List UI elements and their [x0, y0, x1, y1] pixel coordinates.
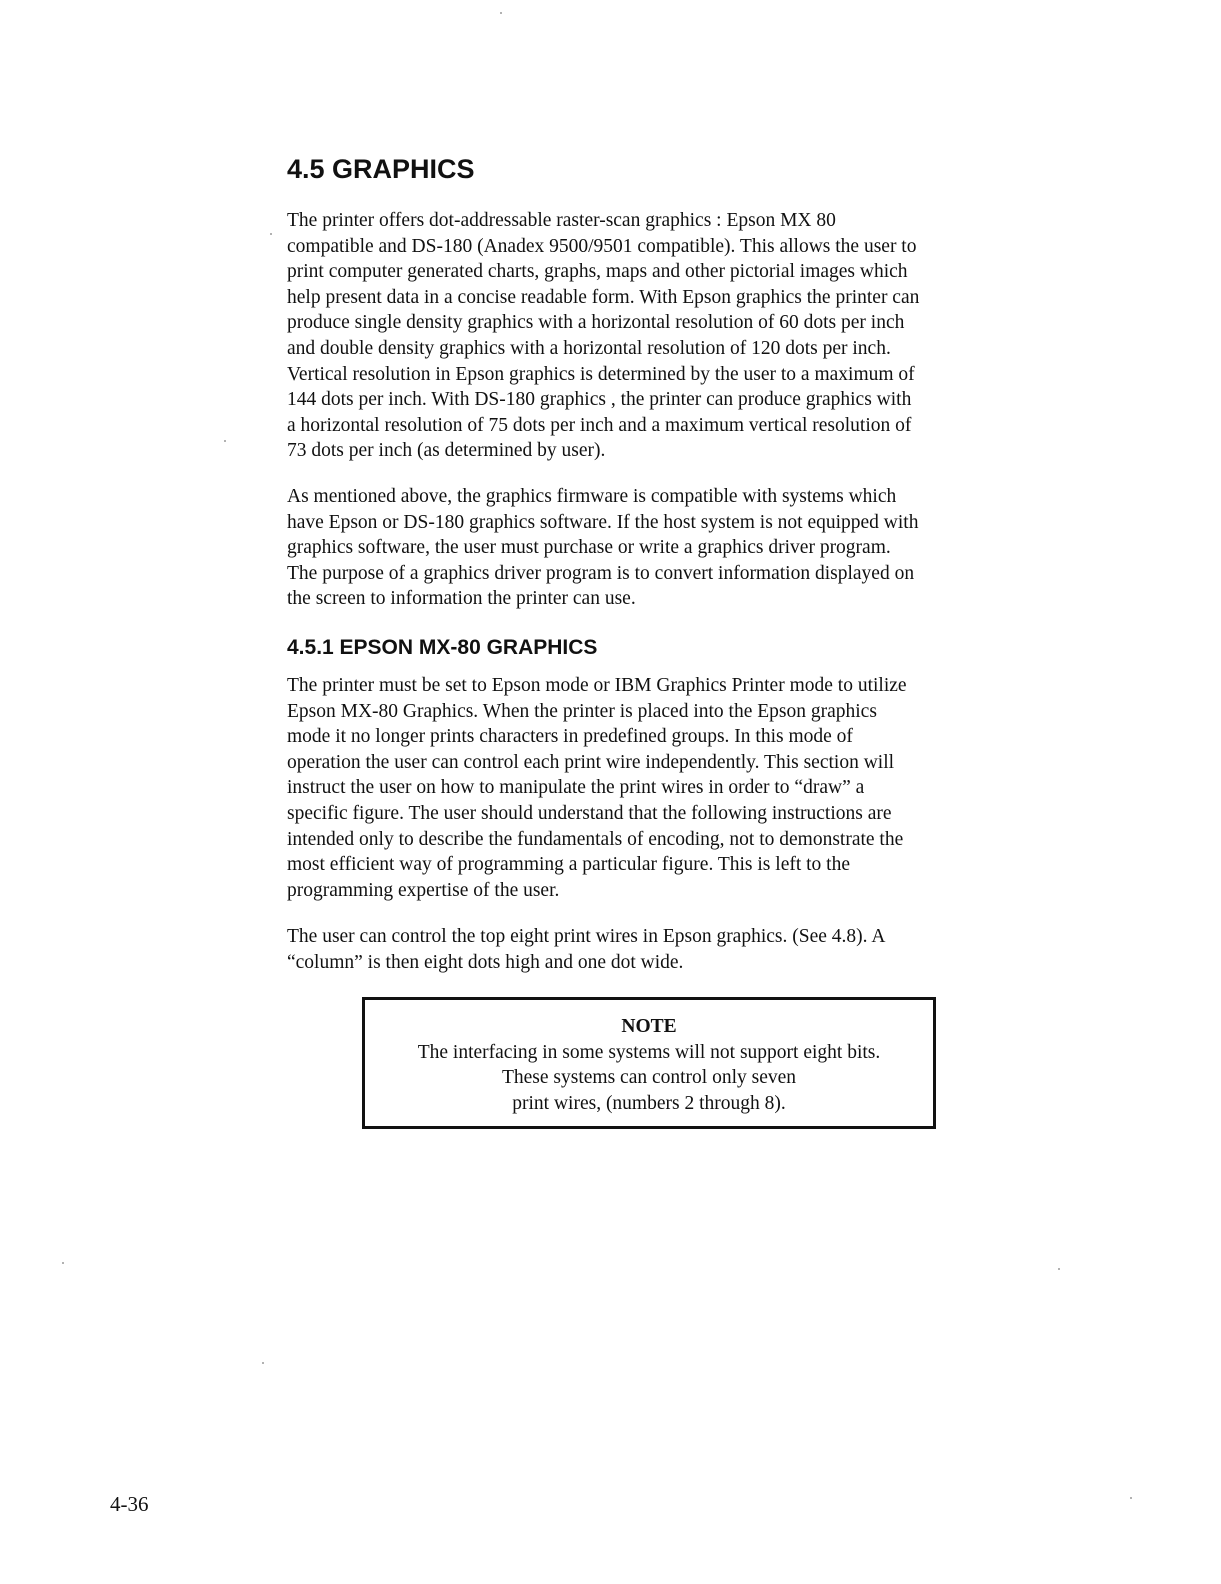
text-line: The purpose of a graphics driver program is to convert information displayed on: [287, 562, 915, 584]
text-line: have Epson or DS-180 graphics software. If the host system is not equipped with: [287, 511, 919, 533]
scan-speck: [262, 1362, 264, 1364]
text-line: intended only to describe the fundamentals of encoding, not to demonstrate the: [287, 828, 904, 850]
note-line: The interfacing in some systems will not support eight bits.: [417, 1041, 881, 1063]
text-line: produce single density graphics with a horizontal resolution of 60 dots per inch: [287, 312, 905, 334]
scan-speck: [62, 1262, 64, 1264]
text-line: instruct the user on how to manipulate the print wires in order to “draw” a: [287, 777, 865, 799]
subsection-paragraph-wires: [287, 924, 1017, 975]
text-line: programming expertise of the user.: [287, 879, 560, 901]
text-line: a horizontal resolution of 75 dots per inch and a maximum vertical resolution of: [287, 414, 912, 436]
section-paragraph-intro: [287, 208, 1017, 464]
text-line: “column” is then eight dots high and one dot wide.: [287, 951, 684, 973]
text-line: mode it no longer prints characters in predefined groups. In this mode of: [287, 726, 853, 748]
page-number: 4-36: [110, 1492, 149, 1516]
scan-speck: [1058, 1268, 1060, 1270]
text-line: the screen to information the printer can use.: [287, 588, 636, 610]
note-title: NOTE: [621, 1016, 677, 1037]
text-line: and double density graphics with a horizontal resolution of 120 dots per inch.: [287, 337, 891, 359]
scan-speck: [1130, 1497, 1132, 1499]
scan-speck: [224, 440, 226, 442]
text-line: The user can control the top eight print wires in Epson graphics. (See 4.8). A: [287, 926, 886, 947]
text-line: help present data in a concise readable form. With Epson graphics the printer can: [287, 286, 920, 308]
note-line: These systems can control only seven: [501, 1067, 797, 1089]
subsection-heading: 4.5.1 EPSON MX-80 GRAPHICS: [287, 636, 598, 659]
subsection-paragraph-mode: [287, 673, 1017, 903]
text-line: specific figure. The user should understand that the following instructions are: [287, 802, 892, 824]
text-line: Vertical resolution in Epson graphics is determined by the user to a maximum of: [287, 363, 915, 385]
text-line: Epson MX-80 Graphics. When the printer is placed into the Epson graphics: [287, 700, 877, 722]
scan-speck: [500, 12, 502, 14]
section-paragraph-firmware: [287, 484, 1017, 612]
text-line: The printer offers dot-addressable raster-scan graphics : Epson MX 80: [287, 210, 836, 231]
text-line: most efficient way of programming a particular figure. This is left to the: [287, 854, 850, 876]
text-line: print computer generated charts, graphs, maps and other pictorial images which: [287, 261, 908, 283]
text-line: 144 dots per inch. With DS-180 graphics , the printer can produce graphics with: [287, 389, 912, 411]
text-line: 73 dots per inch (as determined by user).: [287, 440, 606, 462]
text-line: graphics software, the user must purchase or write a graphics driver program.: [287, 537, 891, 559]
scan-speck: [270, 233, 272, 235]
text-line: operation the user can control each print wire independently. This section will: [287, 751, 895, 773]
note-line: print wires, (numbers 2 through 8).: [512, 1092, 786, 1114]
note-box: [362, 997, 936, 1129]
text-line: The printer must be set to Epson mode or IBM Graphics Printer mode to utilize: [287, 675, 907, 696]
section-heading: 4.5 GRAPHICS: [287, 154, 475, 184]
text-line: compatible and DS-180 (Anadex 9500/9501 compatible). This allows the user to: [287, 235, 917, 257]
text-line: As mentioned above, the graphics firmware is compatible with systems which: [287, 486, 897, 507]
